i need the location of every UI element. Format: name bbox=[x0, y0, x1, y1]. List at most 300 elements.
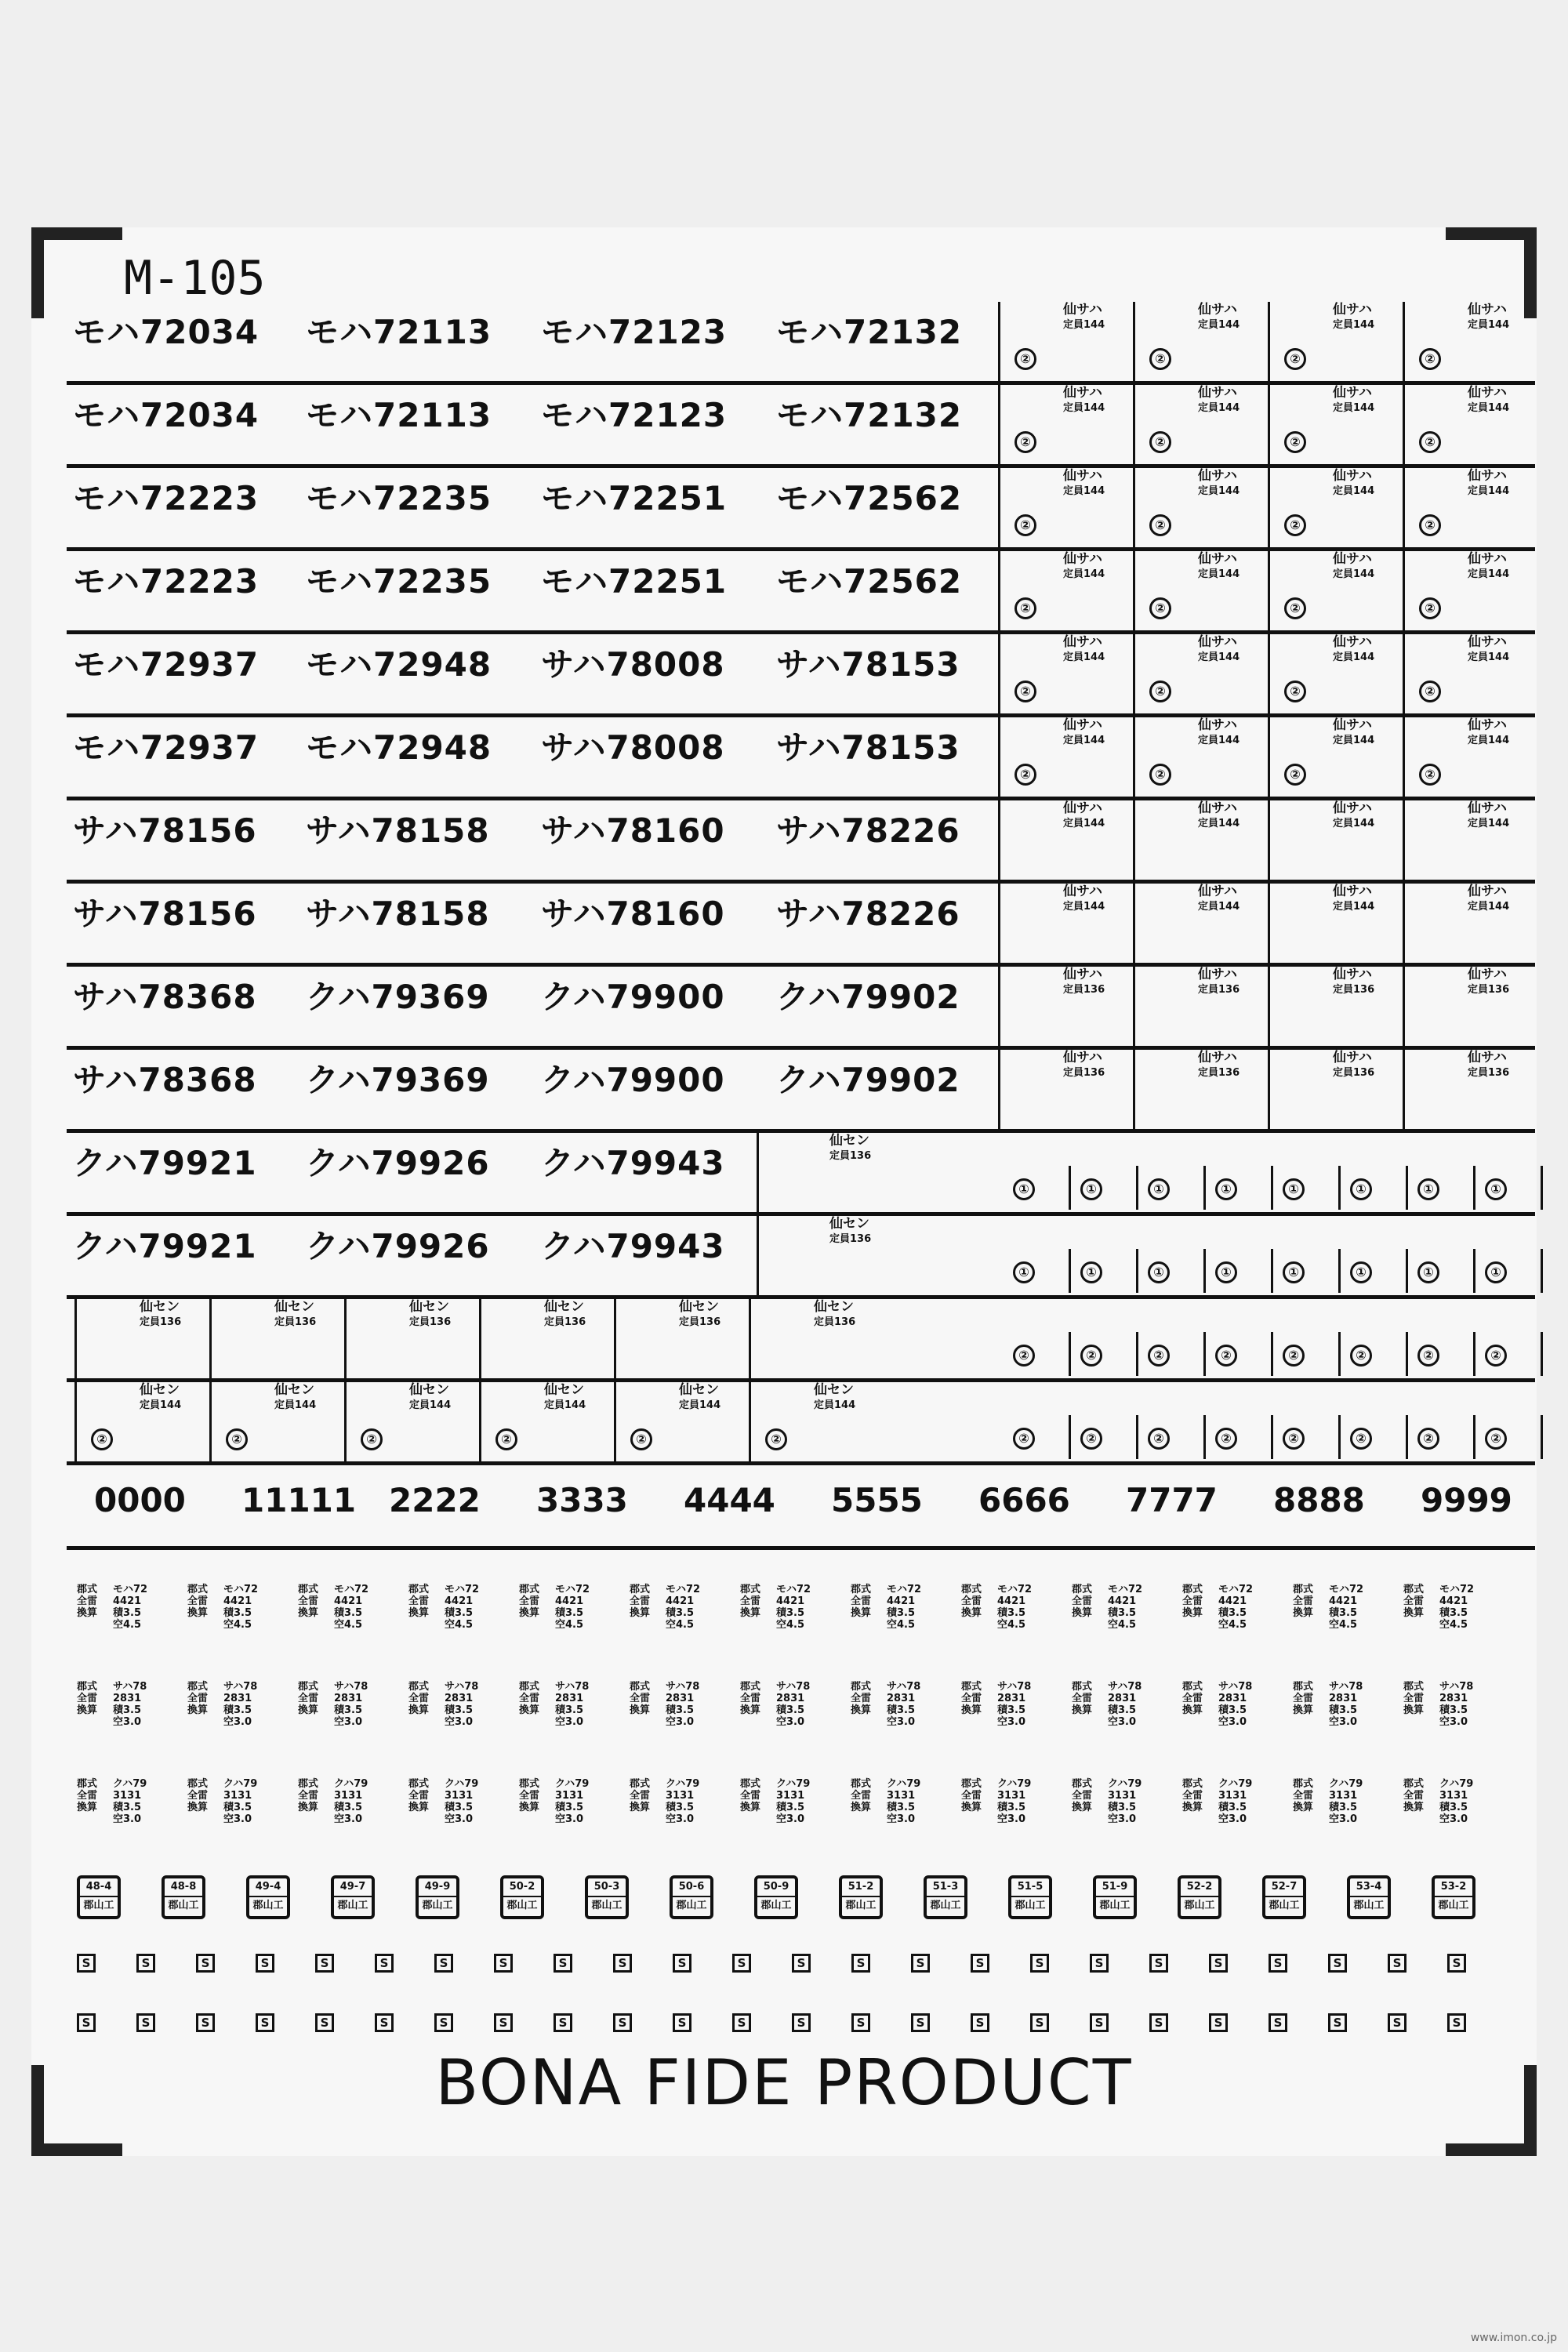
depot-label-cell bbox=[757, 1216, 960, 1295]
spec-value: 空4.5 bbox=[1108, 1619, 1137, 1631]
depot-label bbox=[1063, 468, 1105, 499]
spec-label: 郡式 bbox=[1293, 1584, 1314, 1595]
spec-labels bbox=[298, 1778, 318, 1813]
spec-label: 換算 bbox=[851, 1704, 872, 1716]
spec-values bbox=[113, 1584, 147, 1631]
spec-label: 換算 bbox=[298, 1802, 319, 1813]
spec-value: 空3.0 bbox=[666, 1813, 695, 1825]
spec-plate bbox=[1072, 1584, 1150, 1631]
spec-label: 全雷 bbox=[519, 1790, 540, 1802]
spec-labels bbox=[740, 1778, 760, 1813]
capacity: 定員144 bbox=[1468, 901, 1510, 913]
spec-values bbox=[334, 1681, 368, 1728]
spec-plate bbox=[1182, 1778, 1261, 1825]
car-number: サハ78160 bbox=[541, 895, 725, 933]
depot-name: 仙サハ bbox=[1063, 302, 1102, 318]
depot-label-cell bbox=[1268, 468, 1403, 547]
shop-date: 48-4 bbox=[85, 1881, 112, 1893]
depot-name: 仙サハ bbox=[1198, 634, 1237, 650]
spec-values bbox=[223, 1681, 257, 1728]
shop-date: 51-9 bbox=[1102, 1881, 1128, 1893]
number-circle: ② bbox=[1419, 348, 1441, 370]
spec-values bbox=[1329, 1778, 1363, 1825]
depot-label bbox=[544, 1382, 586, 1414]
number-circle: ② bbox=[1014, 597, 1036, 619]
spec-label: 換算 bbox=[519, 1704, 540, 1716]
marker-cell bbox=[1138, 1166, 1206, 1210]
spec-values bbox=[997, 1778, 1031, 1825]
shop-date: 51-2 bbox=[848, 1881, 874, 1893]
spec-label: 換算 bbox=[630, 1607, 651, 1619]
depot-name: 仙サハ bbox=[1063, 385, 1102, 401]
number-circle: ① bbox=[1215, 1178, 1237, 1200]
s-mark: S bbox=[315, 2013, 334, 2032]
spec-labels bbox=[630, 1681, 650, 1716]
spec-value: 3131 bbox=[334, 1790, 363, 1802]
digit-group: 0000 bbox=[94, 1481, 186, 1519]
spec-label: 換算 bbox=[740, 1607, 761, 1619]
spec-label: 換算 bbox=[408, 1802, 430, 1813]
depot-name: 仙サハ bbox=[1063, 468, 1102, 484]
spec-value: 積3.5 bbox=[666, 1802, 695, 1813]
marker-cell bbox=[1138, 1332, 1206, 1376]
capacity: 定員136 bbox=[814, 1316, 856, 1328]
spec-plate bbox=[77, 1681, 155, 1728]
depot-label bbox=[814, 1382, 855, 1414]
plate-section bbox=[77, 1584, 1543, 2065]
spec-value: 積3.5 bbox=[555, 1607, 584, 1619]
depot-label-cell bbox=[1133, 884, 1268, 963]
car-number: クハ79926 bbox=[306, 1227, 490, 1265]
spec-label: 郡式 bbox=[77, 1681, 98, 1693]
capacity: 定員144 bbox=[1333, 901, 1375, 913]
depot-label-cell bbox=[344, 1382, 479, 1461]
number-circle: ① bbox=[1080, 1261, 1102, 1283]
spec-values bbox=[887, 1584, 921, 1631]
spec-values bbox=[1218, 1681, 1252, 1728]
number-circle: ② bbox=[1284, 431, 1306, 453]
car-number: モハ72132 bbox=[776, 396, 963, 434]
depot-label bbox=[1198, 800, 1240, 832]
depot-name: 仙セン bbox=[544, 1382, 584, 1398]
depot-label-cell bbox=[998, 967, 1133, 1046]
shop-plate-row bbox=[77, 1875, 1543, 1946]
marker-cell bbox=[1341, 1415, 1408, 1459]
depot-name: 仙サハ bbox=[1468, 884, 1507, 899]
spec-plate bbox=[298, 1584, 376, 1631]
spec-label: 全雷 bbox=[630, 1595, 651, 1607]
spec-values bbox=[334, 1584, 368, 1631]
spec-labels bbox=[187, 1584, 208, 1619]
spec-value: 積3.5 bbox=[887, 1607, 916, 1619]
spec-labels bbox=[961, 1778, 982, 1813]
depot-label-cell bbox=[998, 717, 1133, 797]
spec-labels bbox=[77, 1778, 97, 1813]
number-circle: ② bbox=[1417, 1345, 1439, 1367]
spec-label: 全雷 bbox=[1182, 1693, 1203, 1704]
spec-value: 2831 bbox=[113, 1693, 142, 1704]
car-number: クハ79943 bbox=[541, 1144, 725, 1182]
spec-values bbox=[445, 1584, 479, 1631]
depot-name: 仙サハ bbox=[1198, 551, 1237, 567]
spec-value: 2831 bbox=[666, 1693, 695, 1704]
spec-label: 郡式 bbox=[519, 1778, 540, 1790]
spec-label: 換算 bbox=[1403, 1802, 1425, 1813]
capacity: 定員144 bbox=[1468, 735, 1510, 746]
spec-value: 空4.5 bbox=[997, 1619, 1026, 1631]
number-circle: ① bbox=[1215, 1261, 1237, 1283]
spec-values bbox=[1439, 1681, 1473, 1728]
depot-label-cell bbox=[998, 551, 1133, 630]
shop-name: 郡山工 bbox=[503, 1896, 541, 1915]
capacity: 定員144 bbox=[1063, 319, 1105, 331]
depot-name: 仙サハ bbox=[1063, 1050, 1102, 1065]
spec-value: 空4.5 bbox=[555, 1619, 584, 1631]
spec-label: 換算 bbox=[298, 1704, 319, 1716]
capacity: 定員136 bbox=[544, 1316, 586, 1328]
car-number: モハ72235 bbox=[306, 562, 492, 601]
depot-label bbox=[1198, 717, 1240, 749]
spec-labels bbox=[1182, 1681, 1203, 1716]
spec-label: 換算 bbox=[187, 1607, 209, 1619]
depot-name: 仙サハ bbox=[1198, 1050, 1237, 1065]
number-circle: ② bbox=[1149, 348, 1171, 370]
spec-value: 3131 bbox=[223, 1790, 252, 1802]
spec-value: サハ78 bbox=[997, 1681, 1032, 1693]
spec-values bbox=[1439, 1778, 1473, 1825]
number-circle: ② bbox=[1485, 1345, 1507, 1367]
depot-label-cell bbox=[998, 1050, 1133, 1129]
depot-name: 仙サハ bbox=[1468, 551, 1507, 567]
spec-value: 積3.5 bbox=[887, 1704, 916, 1716]
marker-cell bbox=[1475, 1166, 1543, 1210]
spec-values bbox=[666, 1584, 700, 1631]
spec-label: 全雷 bbox=[1072, 1790, 1093, 1802]
car-number: サハ78153 bbox=[776, 645, 960, 684]
spec-label: 全雷 bbox=[187, 1693, 209, 1704]
spec-labels bbox=[408, 1778, 429, 1813]
spec-value: 積3.5 bbox=[334, 1607, 363, 1619]
spec-value: 積3.5 bbox=[555, 1802, 584, 1813]
decal-sheet bbox=[31, 227, 1537, 2156]
car-number: サハ78158 bbox=[306, 811, 490, 850]
spec-value: 4421 bbox=[1329, 1595, 1358, 1607]
s-mark: S bbox=[554, 1954, 572, 1973]
marker-cell bbox=[1004, 1249, 1071, 1293]
shop-date: 50-3 bbox=[593, 1881, 620, 1893]
spec-labels bbox=[630, 1584, 650, 1619]
spec-label: 換算 bbox=[408, 1704, 430, 1716]
depot-label-cell bbox=[1133, 1050, 1268, 1129]
capacity: 定員144 bbox=[1333, 485, 1375, 497]
spec-labels bbox=[1293, 1681, 1313, 1716]
marker-cell bbox=[1408, 1332, 1475, 1376]
s-mark: S bbox=[1030, 1954, 1049, 1973]
number-circle: ② bbox=[495, 1428, 517, 1450]
s-mark: S bbox=[732, 2013, 751, 2032]
number-circle: ② bbox=[1149, 514, 1171, 536]
shop-plate bbox=[1262, 1875, 1306, 1919]
spec-labels bbox=[298, 1584, 318, 1619]
s-mark: S bbox=[1090, 2013, 1109, 2032]
spec-label: 全雷 bbox=[519, 1595, 540, 1607]
shop-name: 郡山工 bbox=[165, 1896, 202, 1915]
capacity: 定員144 bbox=[814, 1399, 856, 1411]
capacity: 定員136 bbox=[1063, 984, 1105, 996]
depot-label bbox=[1468, 302, 1509, 333]
spec-value: 空4.5 bbox=[1439, 1619, 1468, 1631]
shop-name: 郡山工 bbox=[1435, 1896, 1472, 1915]
depot-label-cell bbox=[1133, 385, 1268, 464]
spec-value: 空3.0 bbox=[997, 1716, 1026, 1728]
shop-date: 49-4 bbox=[255, 1881, 281, 1893]
spec-value: 2831 bbox=[223, 1693, 252, 1704]
depot-label-cell bbox=[1403, 385, 1537, 464]
spec-labels bbox=[1293, 1584, 1313, 1619]
spec-value: 積3.5 bbox=[334, 1802, 363, 1813]
car-number: サハ78153 bbox=[776, 728, 960, 767]
spec-value: モハ72 bbox=[334, 1584, 369, 1595]
spec-labels bbox=[1072, 1681, 1092, 1716]
capacity: 定員136 bbox=[1468, 984, 1510, 996]
spec-value: 2831 bbox=[776, 1693, 805, 1704]
spec-plate bbox=[408, 1584, 487, 1631]
spec-values bbox=[997, 1584, 1032, 1631]
spec-label: 郡式 bbox=[1403, 1584, 1425, 1595]
spec-value: 積3.5 bbox=[445, 1802, 474, 1813]
depot-name: 仙サハ bbox=[1063, 717, 1102, 733]
spec-value: 空3.0 bbox=[334, 1716, 363, 1728]
spec-value: 積3.5 bbox=[997, 1704, 1026, 1716]
spec-values bbox=[113, 1681, 147, 1728]
depot-name: 仙セン bbox=[140, 1299, 180, 1315]
capacity: 定員136 bbox=[829, 1233, 872, 1245]
capacity: 定員144 bbox=[1333, 735, 1375, 746]
digit-group: 5555 bbox=[831, 1481, 923, 1519]
spec-value: モハ72 bbox=[445, 1584, 480, 1595]
spec-value: 空4.5 bbox=[1218, 1619, 1247, 1631]
car-number: モハ72562 bbox=[776, 479, 963, 517]
spec-value: 3131 bbox=[555, 1790, 584, 1802]
car-number: クハ79902 bbox=[776, 978, 960, 1016]
spec-value: 積3.5 bbox=[1439, 1607, 1468, 1619]
spec-value: 空3.0 bbox=[997, 1813, 1026, 1825]
spec-labels bbox=[1403, 1778, 1424, 1813]
spec-value: クハ79 bbox=[1218, 1778, 1253, 1790]
digit-group: 4444 bbox=[684, 1481, 775, 1519]
shop-date: 53-4 bbox=[1356, 1881, 1382, 1893]
car-number: サハ78156 bbox=[73, 895, 257, 933]
spec-value: 積3.5 bbox=[997, 1802, 1026, 1813]
digit-group: 9999 bbox=[1421, 1481, 1512, 1519]
depot-label bbox=[1063, 884, 1105, 915]
spec-values bbox=[1108, 1584, 1142, 1631]
spec-label: 換算 bbox=[1182, 1704, 1203, 1716]
spec-value: 積3.5 bbox=[887, 1802, 916, 1813]
spec-plate bbox=[298, 1778, 376, 1825]
spec-labels bbox=[519, 1778, 539, 1813]
marker-cell bbox=[1206, 1249, 1273, 1293]
car-number: モハ72113 bbox=[306, 313, 492, 351]
spec-label: 換算 bbox=[519, 1607, 540, 1619]
number-circle: ② bbox=[1149, 764, 1171, 786]
spec-label: 全雷 bbox=[851, 1790, 872, 1802]
s-mark: S bbox=[196, 1954, 215, 1973]
depot-label-cell bbox=[344, 1299, 479, 1378]
spec-plate bbox=[740, 1778, 818, 1825]
capacity: 定員144 bbox=[1198, 485, 1240, 497]
s-mark: S bbox=[792, 1954, 811, 1973]
spec-label: 全雷 bbox=[408, 1693, 430, 1704]
depot-name: 仙サハ bbox=[1333, 1050, 1372, 1065]
decal-row bbox=[67, 1050, 1535, 1133]
capacity: 定員144 bbox=[1468, 485, 1510, 497]
depot-label bbox=[1468, 1050, 1509, 1081]
capacity: 定員136 bbox=[409, 1316, 452, 1328]
shop-name: 郡山工 bbox=[1265, 1896, 1303, 1915]
spec-label: 全雷 bbox=[630, 1790, 651, 1802]
spec-labels bbox=[187, 1778, 208, 1813]
spec-label: 郡式 bbox=[740, 1584, 761, 1595]
spec-value: 空4.5 bbox=[887, 1619, 916, 1631]
s-mark: S bbox=[434, 2013, 453, 2032]
depot-label bbox=[1468, 551, 1509, 583]
number-circle: ② bbox=[1284, 348, 1306, 370]
spec-value: 空3.0 bbox=[776, 1813, 805, 1825]
spec-label: 全雷 bbox=[1182, 1790, 1203, 1802]
spec-value: 空3.0 bbox=[1329, 1716, 1358, 1728]
shop-plate bbox=[77, 1875, 121, 1919]
spec-value: 積3.5 bbox=[1329, 1802, 1358, 1813]
spec-labels bbox=[187, 1681, 208, 1716]
spec-value: クハ79 bbox=[334, 1778, 368, 1790]
s-mark: S bbox=[1447, 1954, 1466, 1973]
capacity: 定員144 bbox=[1468, 568, 1510, 580]
number-circle: ① bbox=[1148, 1261, 1170, 1283]
depot-label-cell bbox=[1268, 385, 1403, 464]
s-mark-row bbox=[77, 1946, 1543, 2005]
spec-values bbox=[334, 1778, 368, 1825]
depot-label-cell bbox=[1268, 800, 1403, 880]
plate-row bbox=[77, 1681, 1543, 1778]
spec-value: 積3.5 bbox=[555, 1704, 584, 1716]
spec-plate bbox=[961, 1681, 1040, 1728]
spec-value: 空3.0 bbox=[776, 1716, 805, 1728]
spec-value: 3131 bbox=[776, 1790, 805, 1802]
spec-value: 空3.0 bbox=[666, 1716, 695, 1728]
spec-value: 空3.0 bbox=[555, 1813, 584, 1825]
watermark: www.imon.co.jp bbox=[1470, 2332, 1557, 2344]
marker-cell bbox=[1341, 1332, 1408, 1376]
depot-label bbox=[1198, 884, 1240, 915]
spec-labels bbox=[1072, 1778, 1092, 1813]
depot-name: 仙セン bbox=[814, 1382, 854, 1398]
number-circle: ② bbox=[1485, 1428, 1507, 1450]
spec-value: 4421 bbox=[445, 1595, 474, 1607]
spec-label: 全雷 bbox=[740, 1790, 761, 1802]
spec-value: 積3.5 bbox=[776, 1802, 805, 1813]
depot-label bbox=[679, 1299, 720, 1330]
spec-value: 積3.5 bbox=[1108, 1607, 1137, 1619]
spec-value: 空3.0 bbox=[887, 1813, 916, 1825]
number-circle: ② bbox=[1149, 431, 1171, 453]
spec-label: 全雷 bbox=[851, 1693, 872, 1704]
car-number: モハ72562 bbox=[776, 562, 963, 601]
spec-value: 4421 bbox=[997, 1595, 1026, 1607]
depot-label bbox=[1333, 385, 1374, 416]
spec-label: 全雷 bbox=[961, 1595, 982, 1607]
capacity: 定員144 bbox=[1063, 818, 1105, 829]
marker-cell bbox=[1071, 1332, 1138, 1376]
number-circle: ② bbox=[1284, 514, 1306, 536]
spec-plate bbox=[298, 1681, 376, 1728]
s-mark: S bbox=[971, 2013, 989, 2032]
spec-label: 全雷 bbox=[1293, 1790, 1314, 1802]
capacity: 定員136 bbox=[140, 1316, 182, 1328]
depot-name: 仙セン bbox=[829, 1133, 869, 1149]
spec-value: 4421 bbox=[113, 1595, 142, 1607]
number-circle: ② bbox=[1148, 1345, 1170, 1367]
spec-plate bbox=[519, 1681, 597, 1728]
capacity: 定員136 bbox=[1333, 984, 1375, 996]
depot-label-cell bbox=[998, 884, 1133, 963]
spec-label: 全雷 bbox=[1293, 1595, 1314, 1607]
spec-value: 3131 bbox=[1218, 1790, 1247, 1802]
spec-label: 換算 bbox=[1293, 1704, 1314, 1716]
depot-label-cell bbox=[1403, 717, 1537, 797]
spec-value: 2831 bbox=[887, 1693, 916, 1704]
capacity: 定員136 bbox=[1198, 1067, 1240, 1079]
spec-plate bbox=[851, 1584, 929, 1631]
number-circle: ② bbox=[1013, 1345, 1035, 1367]
spec-value: クハ79 bbox=[997, 1778, 1032, 1790]
spec-value: サハ78 bbox=[1439, 1681, 1474, 1693]
capacity: 定員144 bbox=[1063, 402, 1105, 414]
spec-label: 郡式 bbox=[1182, 1681, 1203, 1693]
spec-label: 換算 bbox=[740, 1704, 761, 1716]
spec-plate bbox=[851, 1778, 929, 1825]
spec-value: 2831 bbox=[445, 1693, 474, 1704]
depot-name: 仙サハ bbox=[1333, 468, 1372, 484]
spec-label: 換算 bbox=[1182, 1802, 1203, 1813]
spec-label: 全雷 bbox=[408, 1595, 430, 1607]
spec-label: 郡式 bbox=[77, 1584, 98, 1595]
spec-plate bbox=[1293, 1778, 1371, 1825]
number-circle: ② bbox=[1419, 514, 1441, 536]
car-number: クハ79921 bbox=[73, 1227, 257, 1265]
car-number: サハ78158 bbox=[306, 895, 490, 933]
spec-value: サハ78 bbox=[113, 1681, 147, 1693]
spec-label: 換算 bbox=[1403, 1607, 1425, 1619]
spec-value: クハ79 bbox=[1439, 1778, 1474, 1790]
spec-value: モハ72 bbox=[113, 1584, 148, 1595]
spec-value: 積3.5 bbox=[776, 1704, 805, 1716]
spec-labels bbox=[851, 1681, 871, 1716]
depot-label-cell bbox=[209, 1382, 344, 1461]
digit-group: 11111 bbox=[241, 1481, 357, 1519]
spec-values bbox=[1439, 1584, 1474, 1631]
spec-label: 全雷 bbox=[851, 1595, 872, 1607]
s-mark: S bbox=[136, 1954, 155, 1973]
depot-name: 仙サハ bbox=[1468, 468, 1507, 484]
number-circle: ② bbox=[1419, 764, 1441, 786]
number-circle: ② bbox=[1215, 1345, 1237, 1367]
depot-label bbox=[274, 1299, 316, 1330]
marker-cell bbox=[1341, 1249, 1408, 1293]
depot-label-cell bbox=[1133, 634, 1268, 713]
number-circle: ② bbox=[91, 1428, 113, 1450]
spec-labels bbox=[740, 1681, 760, 1716]
